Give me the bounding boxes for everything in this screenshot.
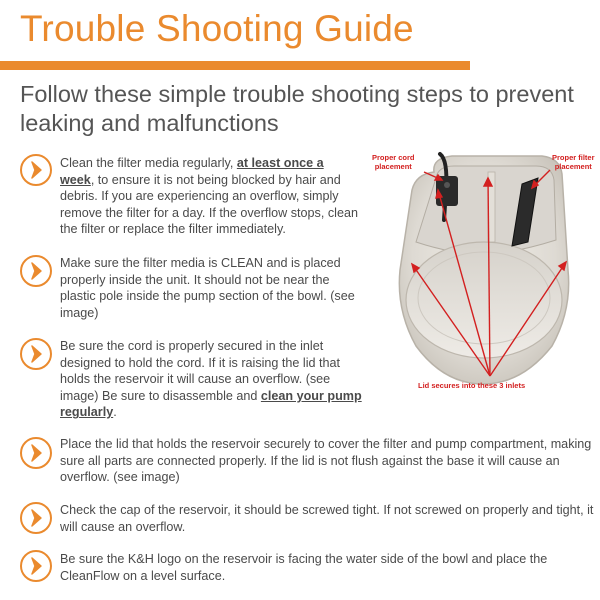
step-4-text: Place the lid that holds the reservoir securely to cover the filter and pump compartment, making sure all parts are connected properly. If the lid is not flush against the base it will cause an overflow. (see image) bbox=[60, 437, 592, 485]
chevron-right-circle-icon bbox=[20, 502, 52, 534]
step-5-text: Check the cap of the reservoir, it should be screwed tight. If not screwed on properly and tight, it will cause an overflow. bbox=[60, 503, 594, 534]
step-6-text: Be sure the K&H logo on the reservoir is facing the water side of the bowl and place the CleanFlow on a level surface. bbox=[60, 552, 548, 583]
chevron-right-circle-icon bbox=[20, 154, 52, 186]
page-subtitle: Follow these simple trouble shooting steps to prevent leaking and malfunctions bbox=[20, 81, 574, 136]
step-1-emphasis: at least once a week bbox=[60, 156, 324, 187]
step-3-emphasis: clean your pump regularly bbox=[60, 388, 362, 420]
step-3-text: Be sure the cord is properly secured in the inlet designed to hold the cord. If it is raising the lid that holds the reservoir it will cause an overflow. (see image) Be sure to disassemble and clean your pump regularly. bbox=[60, 339, 362, 420]
chevron-right-circle-icon bbox=[20, 255, 52, 287]
step-1-text: Clean the filter media regularly, at least once a week, to ensure it is not being blocked by hair and debris. If you are experiencing an overflow, simply remove the filter for a day. If the overflow stops, clean the filter or replace the filter immediately. bbox=[60, 156, 358, 237]
page-title: Trouble Shooting Guide bbox=[20, 8, 414, 49]
chevron-right-circle-icon bbox=[20, 437, 52, 469]
fountain-diagram bbox=[372, 150, 594, 398]
chevron-right-circle-icon bbox=[20, 550, 52, 582]
chevron-right-circle-icon bbox=[20, 338, 52, 370]
filter-placement-label: Proper filter placement bbox=[552, 153, 595, 171]
step-2-text: Make sure the filter media is CLEAN and is placed properly inside the unit. It should not be near the plastic pole inside the pump section of the bowl. (see image) bbox=[60, 256, 355, 320]
fountain-photo bbox=[372, 150, 594, 398]
lid-inlets-label: Lid secures into these 3 inlets bbox=[418, 381, 526, 390]
title-underline bbox=[0, 61, 470, 70]
cord-placement-label: Proper cord placement bbox=[372, 153, 415, 171]
